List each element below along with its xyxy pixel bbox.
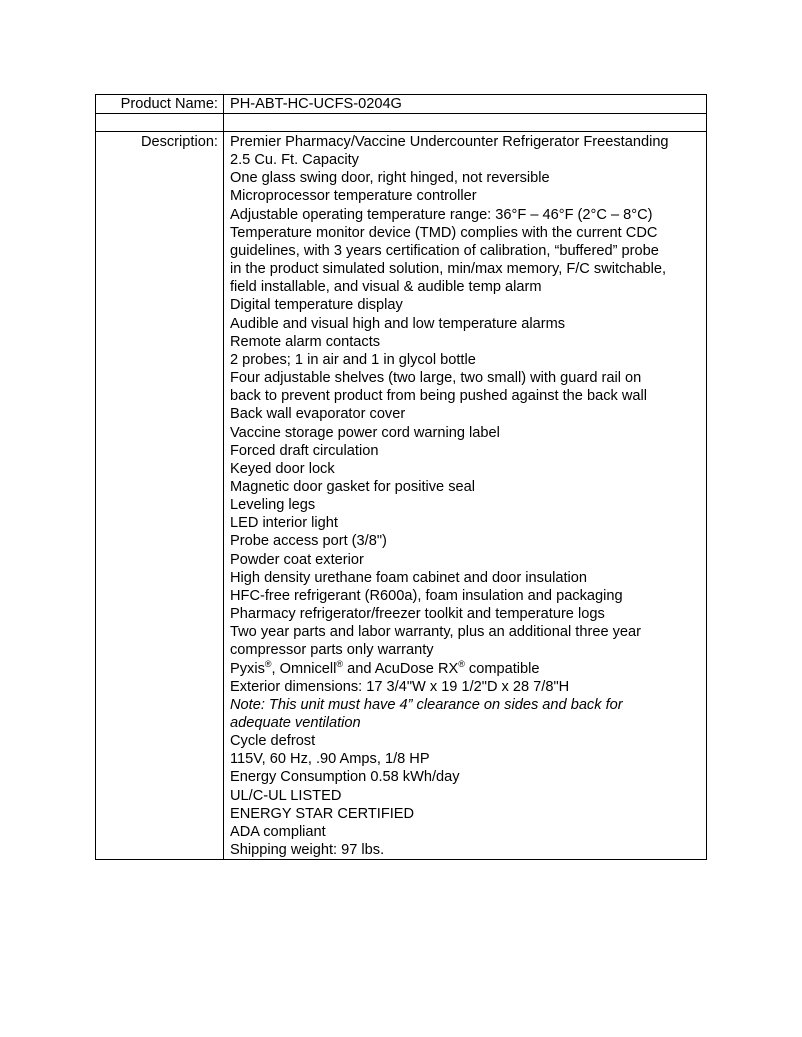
compatibility-line bbox=[230, 660, 702, 678]
description-lines-continued bbox=[230, 678, 702, 860]
description-line: 2.5 Cu. Ft. Capacity bbox=[230, 152, 359, 169]
description-line: High density urethane foam cabinet and door insulation bbox=[230, 569, 587, 586]
description-lines bbox=[230, 133, 702, 660]
description-line: 2 probes; 1 in air and 1 in glycol bottle bbox=[230, 351, 476, 368]
description-line: Adjustable operating temperature range: 36°F – 46°F (2°C – 8°C) bbox=[230, 206, 653, 223]
description-line: Audible and visual high and low temperature alarms bbox=[230, 315, 566, 332]
description-line: Powder coat exterior bbox=[230, 551, 364, 568]
description-line: guidelines, with 3 years certification of calibration, “buffered” probe bbox=[230, 242, 659, 259]
product-name-label: Product Name: bbox=[96, 95, 224, 114]
description-line: HFC-free refrigerant (R600a), foam insulation and packaging bbox=[230, 587, 623, 604]
spec-table bbox=[95, 94, 707, 860]
compat-and: and bbox=[343, 660, 375, 677]
spacer-cell-right bbox=[224, 114, 707, 132]
description-line: ADA compliant bbox=[230, 823, 326, 840]
description-line: compressor parts only warranty bbox=[230, 642, 434, 659]
description-line: in the product simulated solution, min/max memory, F/C switchable, bbox=[230, 261, 667, 278]
description-line: Exterior dimensions: 17 3/4"W x 19 1/2"D x 28 7/8"H bbox=[230, 678, 570, 695]
description-line: Cycle defrost bbox=[230, 733, 316, 750]
description-line: adequate ventilation bbox=[230, 715, 361, 731]
description-line: Four adjustable shelves (two large, two small) with guard rail on bbox=[230, 370, 642, 387]
description-line: field installable, and visual & audible temp alarm bbox=[230, 279, 542, 296]
description-row bbox=[96, 132, 707, 860]
description-line: Forced draft circulation bbox=[230, 442, 379, 459]
description-line: Energy Consumption 0.58 kWh/day bbox=[230, 769, 460, 786]
description-line: Leveling legs bbox=[230, 497, 316, 514]
description-line: LED interior light bbox=[230, 515, 338, 532]
description-line: Back wall evaporator cover bbox=[230, 406, 406, 423]
description-line: 115V, 60 Hz, .90 Amps, 1/8 HP bbox=[230, 751, 430, 768]
description-line: Temperature monitor device (TMD) complies with the current CDC bbox=[230, 224, 658, 241]
description-line: Vaccine storage power cord warning label bbox=[230, 424, 500, 441]
compat-acudose: AcuDose RX bbox=[374, 660, 459, 677]
product-name-row bbox=[96, 95, 707, 114]
description-line: Digital temperature display bbox=[230, 297, 403, 314]
compat-omnicell: Omnicell bbox=[279, 660, 337, 677]
description-line: Probe access port (3/8") bbox=[230, 533, 387, 550]
compat-pyxis: Pyxis bbox=[230, 660, 265, 677]
description-line: Shipping weight: 97 lbs. bbox=[230, 842, 385, 859]
description-line: UL/C-UL LISTED bbox=[230, 787, 342, 804]
description-line: Remote alarm contacts bbox=[230, 333, 381, 350]
description-line: Note: This unit must have 4” clearance on sides and back for bbox=[230, 696, 623, 713]
description-line: Two year parts and labor warranty, plus an additional three year bbox=[230, 624, 642, 641]
description-line: Pharmacy refrigerator/freezer toolkit and temperature logs bbox=[230, 606, 605, 623]
registered-mark: ® bbox=[264, 658, 272, 669]
description-line: back to prevent product from being pushed against the back wall bbox=[230, 388, 647, 405]
compat-separator: , bbox=[271, 660, 280, 677]
registered-mark: ® bbox=[458, 658, 465, 669]
description-line: Microprocessor temperature controller bbox=[230, 188, 477, 205]
description-line: Premier Pharmacy/Vaccine Undercounter Refrigerator Freestanding bbox=[230, 134, 669, 150]
spacer-cell-left bbox=[96, 114, 224, 132]
product-name-value: PH-ABT-HC-UCFS-0204G bbox=[224, 95, 707, 114]
description-line: ENERGY STAR CERTIFIED bbox=[230, 805, 415, 822]
spacer-row bbox=[96, 114, 707, 132]
description-line: Magnetic door gasket for positive seal bbox=[230, 478, 475, 495]
description-label: Description: bbox=[96, 132, 224, 860]
compat-suffix: compatible bbox=[464, 660, 540, 677]
description-list bbox=[224, 132, 707, 860]
registered-mark: ® bbox=[336, 658, 344, 669]
description-line: Keyed door lock bbox=[230, 460, 335, 477]
description-line: One glass swing door, right hinged, not reversible bbox=[230, 170, 550, 187]
